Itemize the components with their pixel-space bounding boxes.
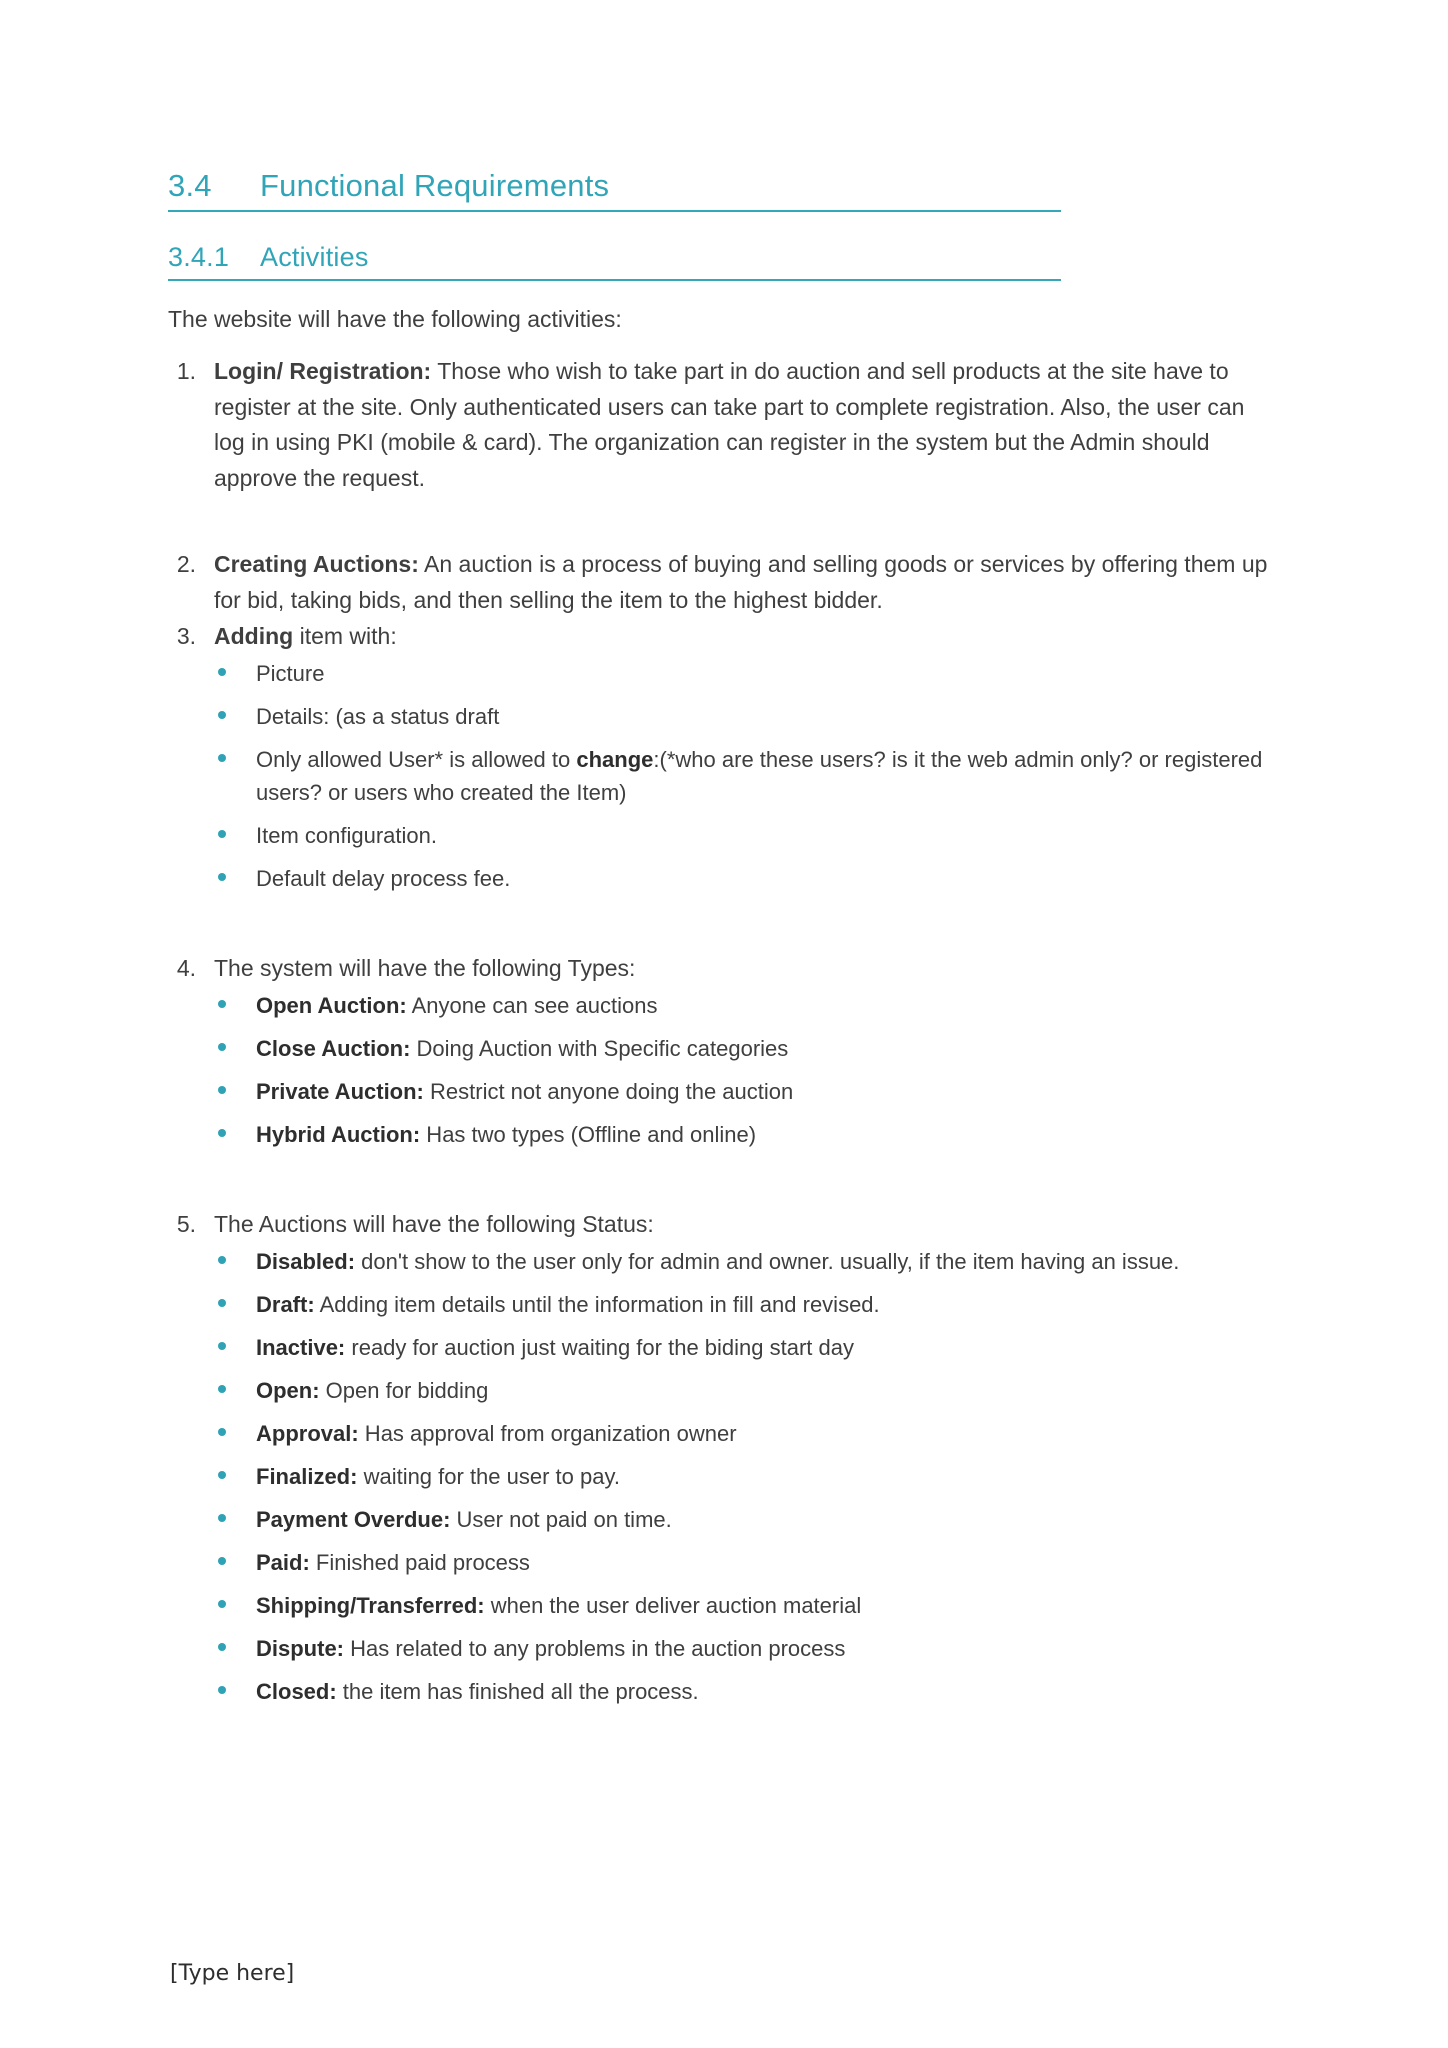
sub-heading-number: 3.4.1 xyxy=(168,242,230,272)
list-item-lead: Adding xyxy=(214,622,294,649)
bullet-body xyxy=(256,1503,1276,1536)
bullet-dot-icon xyxy=(214,1032,256,1065)
list-item-body xyxy=(214,619,1276,655)
list-item xyxy=(214,1417,1276,1450)
list-marker: 5. xyxy=(176,1210,196,1237)
bullet-dot-icon xyxy=(214,1331,256,1364)
spacer xyxy=(168,501,1276,547)
bullet-dot-icon xyxy=(214,1589,256,1622)
bullet-body xyxy=(256,1374,1276,1407)
bullet-dot-icon xyxy=(214,1460,256,1493)
bullet-text: when the user deliver auction material xyxy=(484,1592,862,1618)
bullet-dot-icon xyxy=(214,743,256,809)
bullet-text: Details: (as a status draft xyxy=(256,703,500,729)
bullet-lead: Dispute: xyxy=(256,1635,344,1661)
list-item xyxy=(214,657,1276,690)
list-item-body xyxy=(214,1207,1276,1243)
bullet-text: Restrict not anyone doing the auction xyxy=(423,1078,794,1104)
bullet-lead: Shipping/Transferred: xyxy=(256,1592,485,1618)
list-item xyxy=(214,819,1276,852)
bullet-lead: Draft: xyxy=(256,1291,315,1317)
bullet-body xyxy=(256,1546,1276,1579)
adding-bullet-list xyxy=(214,657,1276,895)
bullet-dot-icon xyxy=(214,1503,256,1536)
bullet-text-emphasis: change xyxy=(576,746,654,772)
bullet-lead: Finalized: xyxy=(256,1463,358,1489)
bullet-text: Item configuration. xyxy=(256,822,437,848)
list-item-body xyxy=(214,354,1276,498)
spacer xyxy=(168,905,1276,951)
auction-types-bullet-list xyxy=(214,989,1276,1151)
bullet-text: don't show to the user only for admin and owner. usually, if the item having an issue. xyxy=(355,1248,1180,1274)
bullet-text: Has approval from organization owner xyxy=(358,1420,737,1446)
list-item xyxy=(168,951,1276,987)
list-item-lead: Login/ Registration: xyxy=(214,357,432,384)
bullet-dot-icon xyxy=(214,989,256,1022)
section-heading-title: Functional Requirements xyxy=(260,168,610,203)
bullet-body xyxy=(256,1417,1276,1450)
bullet-text: Open for bidding xyxy=(319,1377,489,1403)
list-item xyxy=(214,989,1276,1022)
list-item-text: item with: xyxy=(293,622,397,649)
list-item xyxy=(168,354,1276,498)
list-marker: 4. xyxy=(176,954,196,981)
sub-heading-title: Activities xyxy=(260,242,369,272)
bullet-dot-icon xyxy=(214,1118,256,1151)
bullet-lead: Close Auction: xyxy=(256,1035,411,1061)
list-item xyxy=(214,1245,1276,1278)
list-item xyxy=(214,1374,1276,1407)
bullet-body xyxy=(256,1460,1276,1493)
list-item xyxy=(214,1118,1276,1151)
bullet-body xyxy=(256,1032,1276,1065)
list-item xyxy=(214,1331,1276,1364)
list-item-lead: Creating Auctions: xyxy=(214,551,419,578)
list-item-body xyxy=(214,951,1276,987)
list-item-text: The Auctions will have the following Status: xyxy=(214,1210,654,1237)
bullet-lead: Payment Overdue: xyxy=(256,1506,451,1532)
bullet-dot-icon xyxy=(214,1675,256,1708)
list-item xyxy=(214,1546,1276,1579)
bullet-text: Adding item details until the information in fill and revised. xyxy=(314,1291,880,1317)
bullet-dot-icon xyxy=(214,1632,256,1665)
bullet-dot-icon xyxy=(214,657,256,690)
list-item xyxy=(214,1075,1276,1108)
list-item xyxy=(214,743,1276,809)
list-item xyxy=(168,1207,1276,1243)
bullet-body xyxy=(256,1245,1276,1278)
footer-placeholder[interactable]: [Type here] xyxy=(170,1961,295,1986)
bullet-text: Anyone can see auctions xyxy=(406,992,658,1018)
bullet-dot-icon xyxy=(214,1245,256,1278)
bullet-text: ready for auction just waiting for the biding start day xyxy=(345,1334,854,1360)
bullet-body xyxy=(256,1589,1276,1622)
list-marker: 3. xyxy=(176,622,196,649)
bullet-text: Finished paid process xyxy=(309,1549,530,1575)
bullet-text: Has related to any problems in the auction process xyxy=(344,1635,846,1661)
bullet-body xyxy=(256,1331,1276,1364)
list-item-text: An auction is a process of buying and selling goods or services by offering them up for bid, taking bids, and then selling the item to the highest bidder. xyxy=(214,551,1268,614)
bullet-lead: Paid: xyxy=(256,1549,310,1575)
bullet-lead: Inactive: xyxy=(256,1334,346,1360)
auction-status-bullet-list xyxy=(214,1245,1276,1708)
list-item xyxy=(214,1589,1276,1622)
sub-heading-3-4-1 xyxy=(168,242,1061,281)
activities-list xyxy=(168,354,1276,1708)
section-heading-number: 3.4 xyxy=(168,168,212,203)
bullet-text-pre: Only allowed User* is allowed to xyxy=(256,746,577,772)
bullet-lead: Closed: xyxy=(256,1678,337,1704)
list-item xyxy=(214,1460,1276,1493)
list-item xyxy=(214,1632,1276,1665)
bullet-lead: Approval: xyxy=(256,1420,359,1446)
bullet-text-composite xyxy=(256,743,1276,809)
bullet-text: Doing Auction with Specific categories xyxy=(410,1035,789,1061)
page-content xyxy=(168,168,1276,1718)
bullet-text: User not paid on time. xyxy=(450,1506,672,1532)
bullet-text: Has two types (Offline and online) xyxy=(420,1121,757,1147)
bullet-dot-icon xyxy=(214,700,256,733)
bullet-lead: Open Auction: xyxy=(256,992,407,1018)
bullet-text: the item has finished all the process. xyxy=(336,1678,699,1704)
list-item xyxy=(214,700,1276,733)
bullet-dot-icon xyxy=(214,819,256,852)
list-item xyxy=(168,547,1276,619)
bullet-body xyxy=(256,1075,1276,1108)
bullet-body xyxy=(256,1118,1276,1151)
list-item xyxy=(214,1032,1276,1065)
bullet-body xyxy=(256,1632,1276,1665)
bullet-body xyxy=(256,1288,1276,1321)
list-marker: 1. xyxy=(176,357,196,384)
bullet-lead: Hybrid Auction: xyxy=(256,1121,421,1147)
list-item xyxy=(214,1675,1276,1708)
bullet-dot-icon xyxy=(214,1075,256,1108)
list-item xyxy=(168,619,1276,655)
spacer xyxy=(168,1161,1276,1207)
bullet-dot-icon xyxy=(214,1417,256,1450)
bullet-body xyxy=(256,989,1276,1022)
bullet-dot-icon xyxy=(214,1546,256,1579)
list-item xyxy=(214,1503,1276,1536)
list-item-text: Those who wish to take part in do auction and sell products at the site have to register at the site. Only authenticated users can take part to complete registration. Also, the user can log in using PKI (mobile & card). The organization can register in the system but the Admin should approve the request. xyxy=(214,357,1245,492)
section-heading-3-4 xyxy=(168,168,1061,212)
bullet-lead: Private Auction: xyxy=(256,1078,424,1104)
bullet-dot-icon xyxy=(214,1374,256,1407)
intro-paragraph: The website will have the following activities: xyxy=(168,306,622,332)
bullet-dot-icon xyxy=(214,862,256,895)
bullet-text: waiting for the user to pay. xyxy=(357,1463,620,1489)
bullet-lead: Open: xyxy=(256,1377,320,1403)
bullet-dot-icon xyxy=(214,1288,256,1321)
bullet-text-post: :(*who are these users? is it the web admin only? or registered users? or users who created the Item) xyxy=(256,746,1263,805)
bullet-text: Default delay process fee. xyxy=(256,865,511,891)
bullet-lead: Disabled: xyxy=(256,1248,356,1274)
bullet-body xyxy=(256,1675,1276,1708)
list-item xyxy=(214,862,1276,895)
bullet-text: Picture xyxy=(256,660,325,686)
list-marker: 2. xyxy=(176,551,196,578)
list-item-body xyxy=(214,547,1276,619)
list-item-text: The system will have the following Types: xyxy=(214,954,636,981)
list-item xyxy=(214,1288,1276,1321)
